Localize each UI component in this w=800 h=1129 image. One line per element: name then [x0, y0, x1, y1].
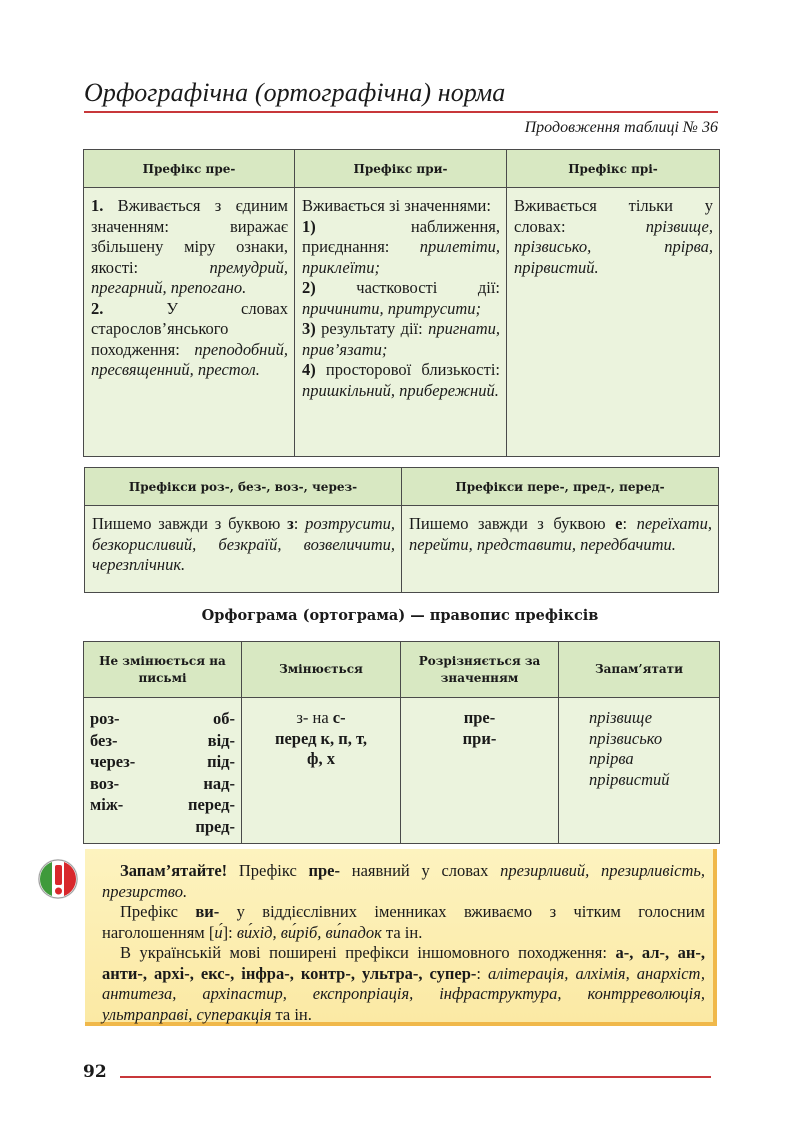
footer-divider	[120, 1076, 711, 1078]
prefix-pere-cell: Пишемо завжди з буквою е: переїхати, перейти, представити, передбачити.	[402, 506, 719, 593]
list-item: воз-	[90, 773, 120, 793]
list-item: перед-	[188, 795, 235, 814]
list-item: прірвистий	[589, 769, 670, 789]
prefix-pri-cell: Вживається тільки у словах: прізвище, прізвисько, прірва, прірвистий.	[507, 188, 720, 457]
list-item: над-	[203, 773, 235, 793]
orthogram-table	[83, 641, 720, 844]
table-header-cell: Префікс пре-	[84, 150, 295, 188]
list-item: пред-	[195, 816, 235, 836]
list-item: між-	[90, 795, 124, 814]
remember-note	[85, 849, 717, 1026]
prefix-pre-cell: 1. Вживається з єдиним значенням: виражає збільшену міру ознаки, якості: премудрий, прегарний, препогано. 2. У словах старослов’янського походження: преподобний, пресвященний, престол.	[84, 188, 295, 457]
list-item: від-	[207, 730, 235, 750]
list-item: прірва	[589, 749, 634, 768]
note-paragraph: Запам’ятайте! Префікс пре- наявний у словах презирливий, презирливість, презирство.	[102, 861, 705, 901]
page-title: Орфографічна (ортографічна) норма	[84, 78, 506, 107]
table-header-cell: Префікси пере-, пред-, перед-	[402, 468, 719, 506]
prefix-pry-cell: Вживається зі значеннями: 1) наближення, приєднання: прилетіти, приклеїти; 2) частковості дії: причинити, притрусити; 3) результату дії: пригнати, прив’язати; 4) просторової близькості: пришкільний, прибережний.	[295, 188, 507, 457]
distinct-meaning-cell	[401, 698, 559, 844]
prefix-roz-cell: Пишемо завжди з буквою з: розтрусити, безкорисливий, безкраїй, возвеличити, черезплічник.	[85, 506, 402, 593]
list-item: прізвище	[589, 708, 653, 727]
table-header-cell: Префікс прі-	[507, 150, 720, 188]
list-item: об-	[213, 709, 235, 728]
page-number: 92	[83, 1062, 107, 1082]
remember-cell	[559, 698, 720, 844]
note-paragraph: Префікс ви- у віддієслівних іменниках вживаємо з чітким голосним наголошенням [и́]: ви́хід, ви́ріб, ви́падок та ін.	[102, 902, 705, 942]
header-divider	[84, 111, 718, 113]
list-item: прізвисько	[589, 728, 663, 748]
note-paragraph: В українській мові поширені префікси іншомовного походження: а-, ал-, ан-, анти-, архі-, екс-, інфра-, контр-, ультра-, супер-: алітерація, алхімія, анархіст, антитеза, архіпастир, експропріація, інфраструктура, контрреволюція, ультраправі, суперакція та ін.	[102, 943, 706, 1024]
table-header-cell: Запам’ятати	[559, 642, 720, 698]
changes-cell: з- на с- перед к, п, т, ф, х	[242, 698, 401, 844]
table-header-cell: Не змінюється на письмі	[84, 642, 242, 698]
orthogram-heading: Орфограма (ортограма) — правопис префіксів	[201, 607, 599, 624]
list-item: під-	[207, 752, 235, 771]
table-header-cell: Префікс при-	[295, 150, 507, 188]
list-item: пре-	[463, 708, 496, 727]
unchanged-prefixes-cell	[84, 698, 242, 844]
table-header-cell: Розрізняється за значенням	[401, 642, 559, 698]
list-item: без-	[90, 730, 118, 750]
prefix-pre-pry-pri-table	[83, 149, 720, 457]
list-item: роз-	[90, 709, 120, 728]
table-header-cell: Змінюється	[242, 642, 401, 698]
list-item: при-	[462, 728, 497, 748]
exclamation-badge-icon	[38, 859, 78, 899]
table-continuation-label: Продовження таблиці № 36	[524, 119, 718, 136]
prefix-roz-pere-table	[84, 467, 719, 593]
list-item: через-	[90, 752, 136, 771]
table-header-cell: Префікси роз-, без-, воз-, через-	[85, 468, 402, 506]
